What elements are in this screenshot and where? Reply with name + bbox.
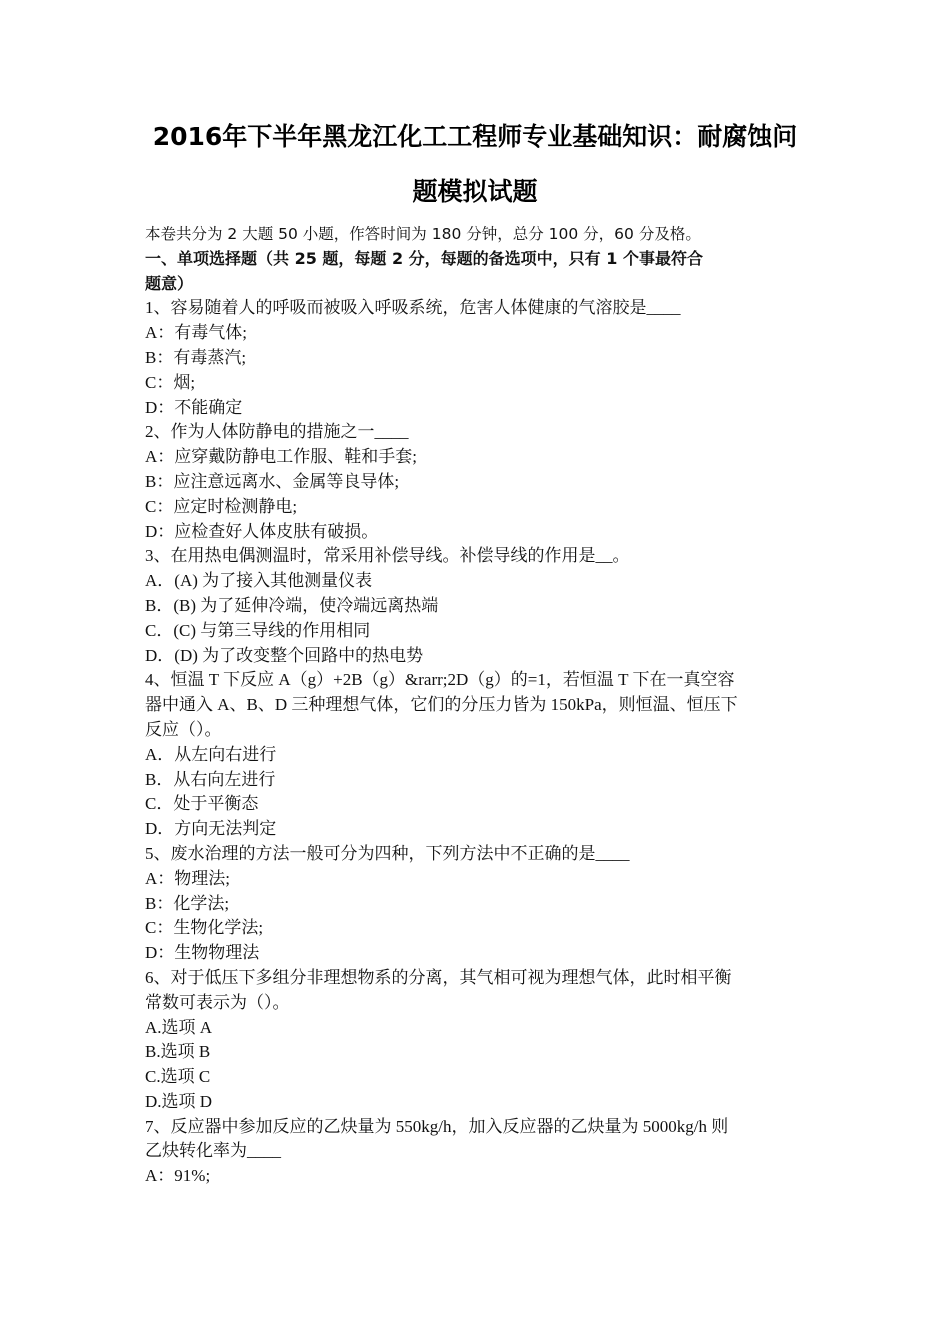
text-line: 6、对于低压下多组分非理想物系的分离，其气相可视为理想气体，此时相平衡 bbox=[145, 967, 732, 987]
text-line: D．方向无法判定 bbox=[145, 819, 277, 839]
text-line: B：应注意远离水、金属等良导体; bbox=[145, 471, 400, 491]
exam-intro: 本卷共分为 2 大题 50 小题，作答时间为 180 分钟，总分 100 分，60 分及格。 bbox=[145, 225, 701, 243]
section-heading-line1: 一、单项选择题（共 25 题，每题 2 分，每题的备选项中，只有 1 个事最符合 bbox=[145, 248, 703, 268]
text-line: A：应穿戴防静电工作服、鞋和手套; bbox=[145, 447, 417, 467]
text-line: C．处于平衡态 bbox=[145, 794, 259, 814]
text-line: 乙炔转化率为____ bbox=[145, 1141, 281, 1161]
text-line: 器中通入 A、B、D 三种理想气体，它们的分压力皆为 150kPa，则恒温、恒压下 bbox=[145, 695, 738, 715]
text-line: C：烟; bbox=[145, 372, 196, 392]
text-line: C.选项 C bbox=[145, 1067, 211, 1087]
document-body bbox=[145, 222, 815, 1189]
text-line: 2、作为人体防静电的措施之一____ bbox=[145, 422, 409, 442]
text-line: B：化学法; bbox=[145, 893, 230, 913]
text-line: 5、废水治理的方法一般可分为四种，下列方法中不正确的是____ bbox=[145, 843, 630, 863]
text-line: C：应定时检测静电; bbox=[145, 496, 298, 516]
text-line: 反应（）。 bbox=[145, 719, 222, 739]
text-line: D：不能确定 bbox=[145, 397, 243, 417]
document-title-line1: 2016年下半年黑龙江化工工程师专业基础知识：耐腐蚀问 bbox=[152, 122, 798, 151]
text-line: B：有毒蒸汽; bbox=[145, 347, 247, 367]
text-line: B．从右向左进行 bbox=[145, 769, 276, 789]
section-heading-line2: 题意） bbox=[145, 273, 194, 293]
text-line: 3、在用热电偶测温时，常采用补偿导线。补偿导线的作用是__。 bbox=[145, 546, 630, 566]
text-line: A：物理法; bbox=[145, 868, 230, 888]
text-line: B．(B) 为了延伸冷端，使冷端远离热端 bbox=[145, 595, 439, 615]
text-line: A．(A) 为了接入其他测量仪表 bbox=[145, 571, 373, 591]
text-line: D：应检查好人体皮肤有破损。 bbox=[145, 521, 379, 541]
text-line: C：生物化学法; bbox=[145, 918, 264, 938]
text-line: A：有毒气体; bbox=[145, 323, 247, 343]
text-line: D．(D) 为了改变整个回路中的热电势 bbox=[145, 645, 424, 665]
text-line: A．从左向右进行 bbox=[145, 744, 277, 764]
text-line: B.选项 B bbox=[145, 1042, 211, 1062]
text-line: A：91%; bbox=[145, 1166, 211, 1186]
text-line: 1、容易随着人的呼吸而被吸入呼吸系统，危害人体健康的气溶胶是____ bbox=[145, 298, 681, 318]
text-line: 4、恒温 T 下反应 A（g）+2B（g）&rarr;2D（g）的=1，若恒温 T 下在一真空容 bbox=[145, 670, 735, 690]
text-line: 7、反应器中参加反应的乙炔量为 550kg/h，加入反应器的乙炔量为 5000kg/h 则 bbox=[145, 1116, 729, 1136]
text-line: C．(C) 与第三导线的作用相同 bbox=[145, 620, 371, 640]
text-line: D：生物物理法 bbox=[145, 943, 260, 963]
text-line: A.选项 A bbox=[145, 1017, 213, 1037]
document-title-line2: 题模拟试题 bbox=[412, 177, 538, 206]
text-line: D.选项 D bbox=[145, 1091, 213, 1111]
text-line: 常数可表示为（）。 bbox=[145, 992, 290, 1012]
